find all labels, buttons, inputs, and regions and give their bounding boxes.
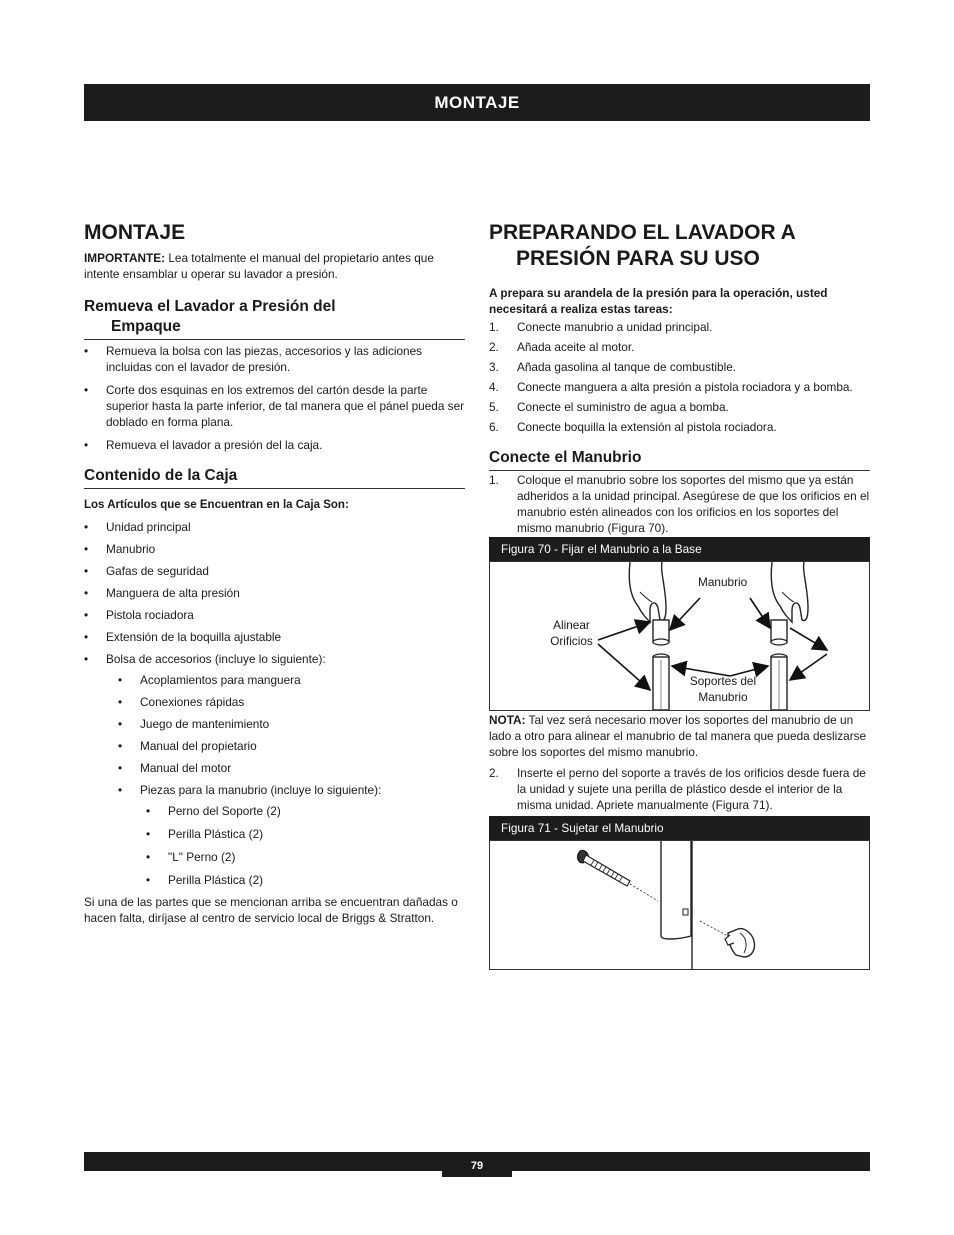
arrow-right-upper [790,628,827,650]
step-item: 4. Conecte manguera a alta presión a pistola rociadora y a bomba. [489,380,853,394]
list-item: • Extensión de la boquilla ajustable [106,629,465,645]
figure-70 [489,537,870,711]
figure-70-title: Figura 70 - Fijar el Manubrio a la Base [489,537,870,561]
box-contents-lead: Los Artículos que se Encuentran en la Caja Son: [84,499,349,511]
list-item: • Perilla Plástica (2) [168,872,465,888]
note-paragraph [489,712,870,760]
preparing-lead: A prepara su arandela de la presión para la operación, usted necesitará a realiza estas tareas: [489,286,828,316]
list-item: • Remueva la bolsa con las piezas, accesorios y las adiciones incluidas con el lavador de presión. [106,343,465,375]
arrow-align-upper [598,622,650,640]
step-item: 2. Añada aceite al motor. [489,340,635,354]
list-item: • Perilla Plástica (2) [168,826,465,842]
connect-step-1 [489,472,870,536]
list-item: • Corte dos esquinas en los extremos del cartón desde la parte superior hasta la parte inferior, de tal manera que el pánel pueda ser doblado en forma plana. [106,382,465,430]
handle-tube-icon [661,841,691,939]
accessory-list [140,672,465,798]
step-item: 2. Inserte el perno del soporte a través de los orificios desde fuera de la unidad y sujete una perilla de plástico desde el interior de la misma unidad. Apriete manualmente (Figura 71). [489,766,866,812]
figure-71-title: Figura 71 - Sujetar el Manubrio [489,816,870,840]
title-line-1: PREPARANDO EL LAVADOR A [489,221,796,244]
left-hand-icon [629,562,666,622]
list-item: • Manguera de alta presión [106,585,465,601]
step-item: 6. Conecte boquilla la extensión al pistola rociadora. [489,420,777,434]
page-header-bar [84,84,870,121]
title-line-2: PRESIÓN PARA SU USO [516,247,760,270]
important-paragraph [84,250,465,282]
note-label: NOTA: [489,713,526,727]
list-item: • Pistola rociadora [106,607,465,623]
handle-parts-list [168,803,465,888]
step-item: 1. Conecte manubrio a unidad principal. [489,320,713,334]
arrow-right-lower [790,654,827,680]
list-item: • Bolsa de accesorios (incluye lo siguiente): [106,651,465,667]
list-item: • Manual del propietario [140,738,465,754]
remove-packaging-list [106,343,465,453]
step-item: 3. Añada gasolina al tanque de combustible. [489,360,737,374]
list-item: • Conexiones rápidas [140,694,465,710]
bolt-icon [577,850,658,901]
plastic-knob-icon [700,921,755,957]
label-alinear-orificios: Alinear Orificios [550,618,593,648]
figure-70-image [489,561,870,711]
important-label: IMPORTANTE: [84,251,166,265]
heading-remove-packaging [84,297,465,340]
note-text: Tal vez será necesario mover los soportes del manubrio de un lado a otro para alinear el manubrio de tal manera que pueda deslizarse sobre los soportes del mismo manubrio. [489,713,867,759]
connect-step-2 [489,765,870,813]
label-manubrio: Manubrio [698,575,748,589]
list-item: • "L" Perno (2) [168,849,465,865]
box-contents-list [106,519,465,667]
important-text: Lea totalmente el manual del propietario antes que intente ensamblar u operar su lavador a presión. [84,251,434,281]
heading-line-2: Empaque [84,317,465,340]
page-number: 79 [442,1152,512,1177]
list-item: • Remueva el lavador a presión del la caja. [106,437,465,453]
list-item: • Manubrio [106,541,465,557]
section-title-preparing [489,220,870,272]
label-soportes-manubrio: Soportes del Manubrio [689,674,757,704]
right-hand-icon [771,562,808,622]
header-title: MONTAJE [434,93,520,112]
arrow-manubrio-right [750,598,770,628]
list-item: • Juego de mantenimiento [140,716,465,732]
arrow-manubrio-left [670,598,700,630]
list-item: • Perno del Soporte (2) [168,803,465,819]
preparing-steps [489,319,870,435]
step-item: 5. Conecte el suministro de agua a bomba. [489,400,729,414]
step-item: 1. Coloque el manubrio sobre los soportes del mismo que ya están adheridos a la unidad principal. Asegúrese de que los orificios en el manubrio estén alineados con los orificios en los soportes del mismo manubrio (Figura 70). [489,473,870,535]
list-item: • Unidad principal [106,519,465,535]
closing-paragraph: Si una de las partes que se mencionan arriba se encuentran dañadas o hacen falta, diríjase al centro de servicio local de Briggs & Stratton. [84,895,458,925]
arrow-align-lower [598,644,650,690]
list-item: • Gafas de seguridad [106,563,465,579]
heading-line-1: Remueva el Lavador a Presión del [84,298,336,315]
heading-box-contents: Contenido de la Caja [84,466,465,489]
heading-connect-handle: Conecte el Manubrio [489,448,870,471]
list-item: • Piezas para la manubrio (incluye lo siguiente): [140,782,465,798]
figure-71-image [489,840,870,970]
bolt-knob-illustration [490,841,869,969]
list-item: • Acoplamientos para manguera [140,672,465,688]
section-title-montaje: MONTAJE [84,221,186,244]
figure-71 [489,816,870,970]
list-item: • Manual del motor [140,760,465,776]
